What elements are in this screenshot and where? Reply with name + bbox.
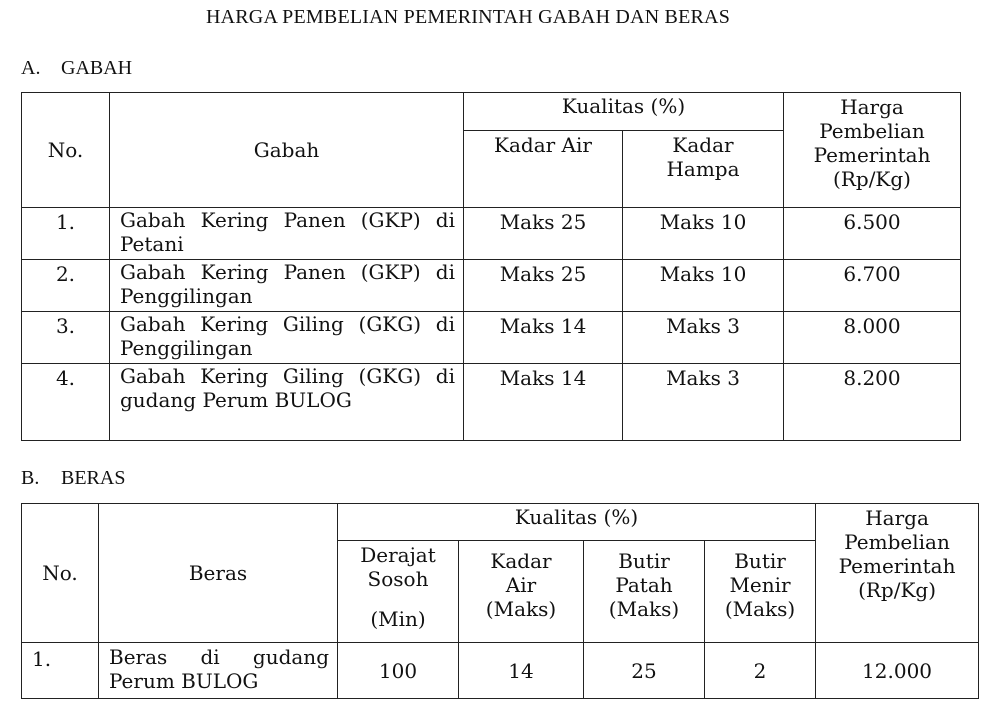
table-row [22,260,961,312]
gabah-row-harga: 6.700 [784,260,961,312]
beras-header-row [22,504,979,541]
beras-header-kualitas: Kualitas (%) [338,504,816,541]
gabah-header-kualitas: Kualitas (%) [464,93,784,131]
gabah-row-kadar-hampa: Maks 3 [623,364,784,441]
gabah-row-kadar-hampa: Maks 3 [623,312,784,364]
beras-row-no: 1. [22,643,99,699]
gabah-row-name: Gabah Kering Giling (GKG) di gudang Perum BULOG [110,364,464,441]
gabah-row-kadar-hampa: Maks 10 [623,260,784,312]
section-a-label: GABAH [61,57,133,79]
beras-table [21,503,979,699]
gabah-header-kadar-hampa: Kadar Hampa [623,131,784,208]
beras-row-derajat-sosoh: 100 [338,643,459,699]
section-a-heading [21,57,132,80]
beras-row-name: Beras di gudang Perum BULOG [99,643,338,699]
beras-header-name: Beras [99,504,338,643]
gabah-table [21,92,961,441]
gabah-row-kadar-hampa: Maks 10 [623,208,784,260]
gabah-header-row [22,93,961,131]
table-row [22,643,979,699]
section-b-letter: B. [21,467,40,489]
gabah-row-kadar-air: Maks 14 [464,364,623,441]
section-a-letter: A. [21,57,41,79]
gabah-row-kadar-air: Maks 25 [464,260,623,312]
beras-header-derajat-sosoh-label: Derajat Sosoh [360,543,436,591]
gabah-row-name: Gabah Kering Panen (GKP) di Penggilingan [110,260,464,312]
gabah-row-harga: 8.200 [784,364,961,441]
beras-header-derajat-sosoh-unit: (Min) [370,607,426,631]
beras-header-kadar-air: Kadar Air (Maks) [459,541,584,643]
table-row [22,312,961,364]
gabah-row-harga: 6.500 [784,208,961,260]
beras-row-harga: 12.000 [816,643,979,699]
gabah-header-harga: Harga Pembelian Pemerintah (Rp/Kg) [784,93,961,208]
section-b-label: BERAS [61,467,126,489]
beras-header-harga: Harga Pembelian Pemerintah (Rp/Kg) [816,504,979,643]
gabah-row-no: 4. [22,364,110,441]
gabah-row-kadar-air: Maks 25 [464,208,623,260]
gabah-row-no: 1. [22,208,110,260]
table-row [22,364,961,441]
beras-row-butir-patah: 25 [584,643,705,699]
beras-row-kadar-air: 14 [459,643,584,699]
gabah-row-no: 2. [22,260,110,312]
beras-header-butir-menir: Butir Menir (Maks) [705,541,816,643]
section-b-heading [21,467,125,490]
gabah-header-name: Gabah [110,93,464,208]
beras-header-derajat-sosoh [338,541,459,643]
gabah-row-kadar-air: Maks 14 [464,312,623,364]
gabah-header-kadar-air: Kadar Air [464,131,623,208]
beras-header-no: No. [22,504,99,643]
beras-header-butir-patah: Butir Patah (Maks) [584,541,705,643]
gabah-row-name: Gabah Kering Panen (GKP) di Petani [110,208,464,260]
gabah-row-name: Gabah Kering Giling (GKG) di Penggilingan [110,312,464,364]
table-row [22,208,961,260]
gabah-header-no: No. [22,93,110,208]
gabah-row-no: 3. [22,312,110,364]
gabah-row-harga: 8.000 [784,312,961,364]
beras-row-butir-menir: 2 [705,643,816,699]
page-title: HARGA PEMBELIAN PEMERINTAH GABAH DAN BERAS [205,6,731,28]
